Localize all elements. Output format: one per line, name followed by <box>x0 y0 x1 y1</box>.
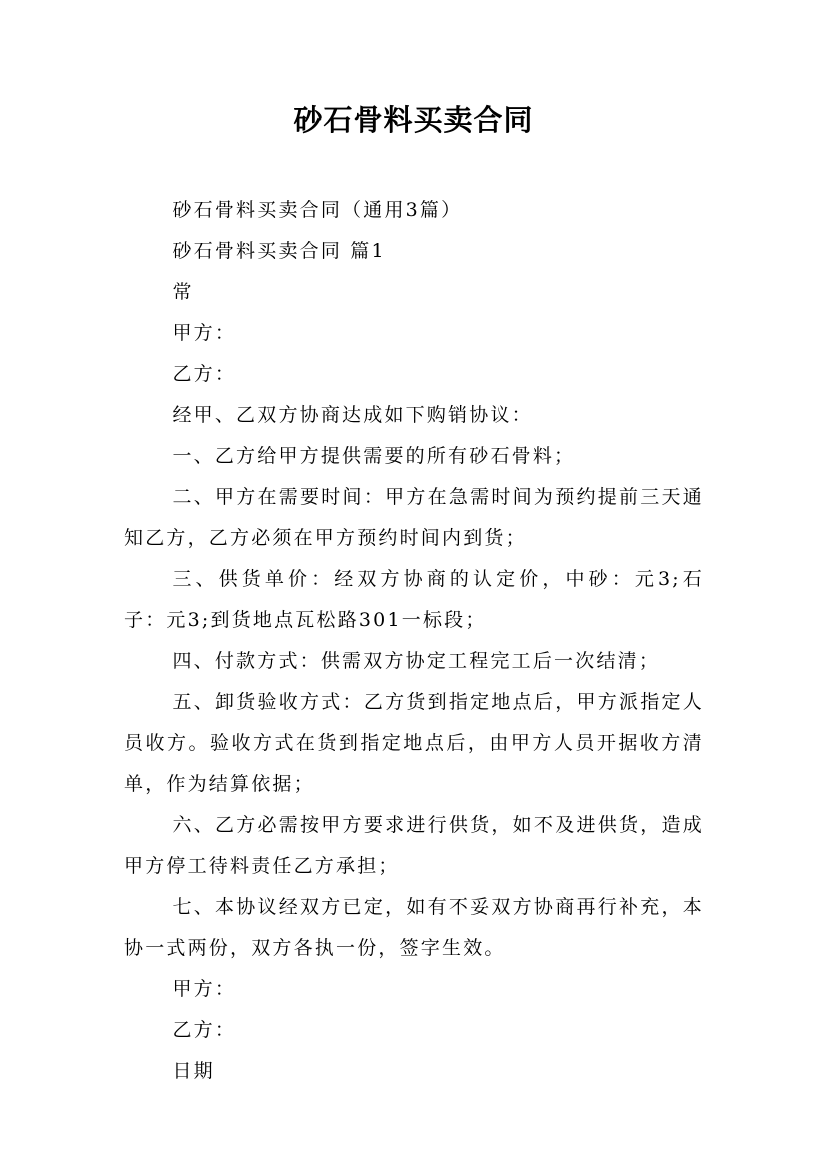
clause-4: 四、付款方式：供需双方协定工程完工后一次结清； <box>172 650 661 672</box>
party-b-line: 乙方： <box>172 363 237 385</box>
section-heading: 砂石骨料买卖合同 篇1 <box>172 240 386 262</box>
clause-3: 三、供货单价：经双方协商的认定价，中砂：元3;石子：元3;到货地点瓦松路301一标段； <box>124 568 704 631</box>
document-title: 砂石骨料买卖合同 <box>293 103 534 137</box>
paragraph: 常 <box>172 281 194 303</box>
clause-6: 六、乙方必需按甲方要求进行供货，如不及进供货，造成甲方停工待料责任乙方承担； <box>124 814 704 877</box>
signature-party-b: 乙方： <box>172 1019 237 1041</box>
clause-2: 二、甲方在需要时间：甲方在急需时间为预约提前三天通知乙方，乙方必须在甲方预约时间内到货； <box>124 486 704 549</box>
clause-1: 一、乙方给甲方提供需要的所有砂石骨料； <box>172 445 576 467</box>
clause-7: 七、本协议经双方已定，如有不妥双方协商再行补充，本协一式两份，双方各执一份，签字生效。 <box>124 896 704 959</box>
document-body <box>124 190 704 1092</box>
doc-subtitle: 砂石骨料买卖合同（通用3篇） <box>172 199 463 221</box>
clause-5: 五、卸货验收方式：乙方货到指定地点后，甲方派指定人员收方。验收方式在货到指定地点后，由甲方人员开据收方清单，作为结算依据； <box>124 691 704 795</box>
signature-party-a: 甲方： <box>172 978 237 1000</box>
paragraph: 经甲、乙双方协商达成如下购销协议： <box>172 404 533 426</box>
party-a-line: 甲方： <box>172 322 237 344</box>
signature-date: 日期 <box>172 1060 215 1082</box>
